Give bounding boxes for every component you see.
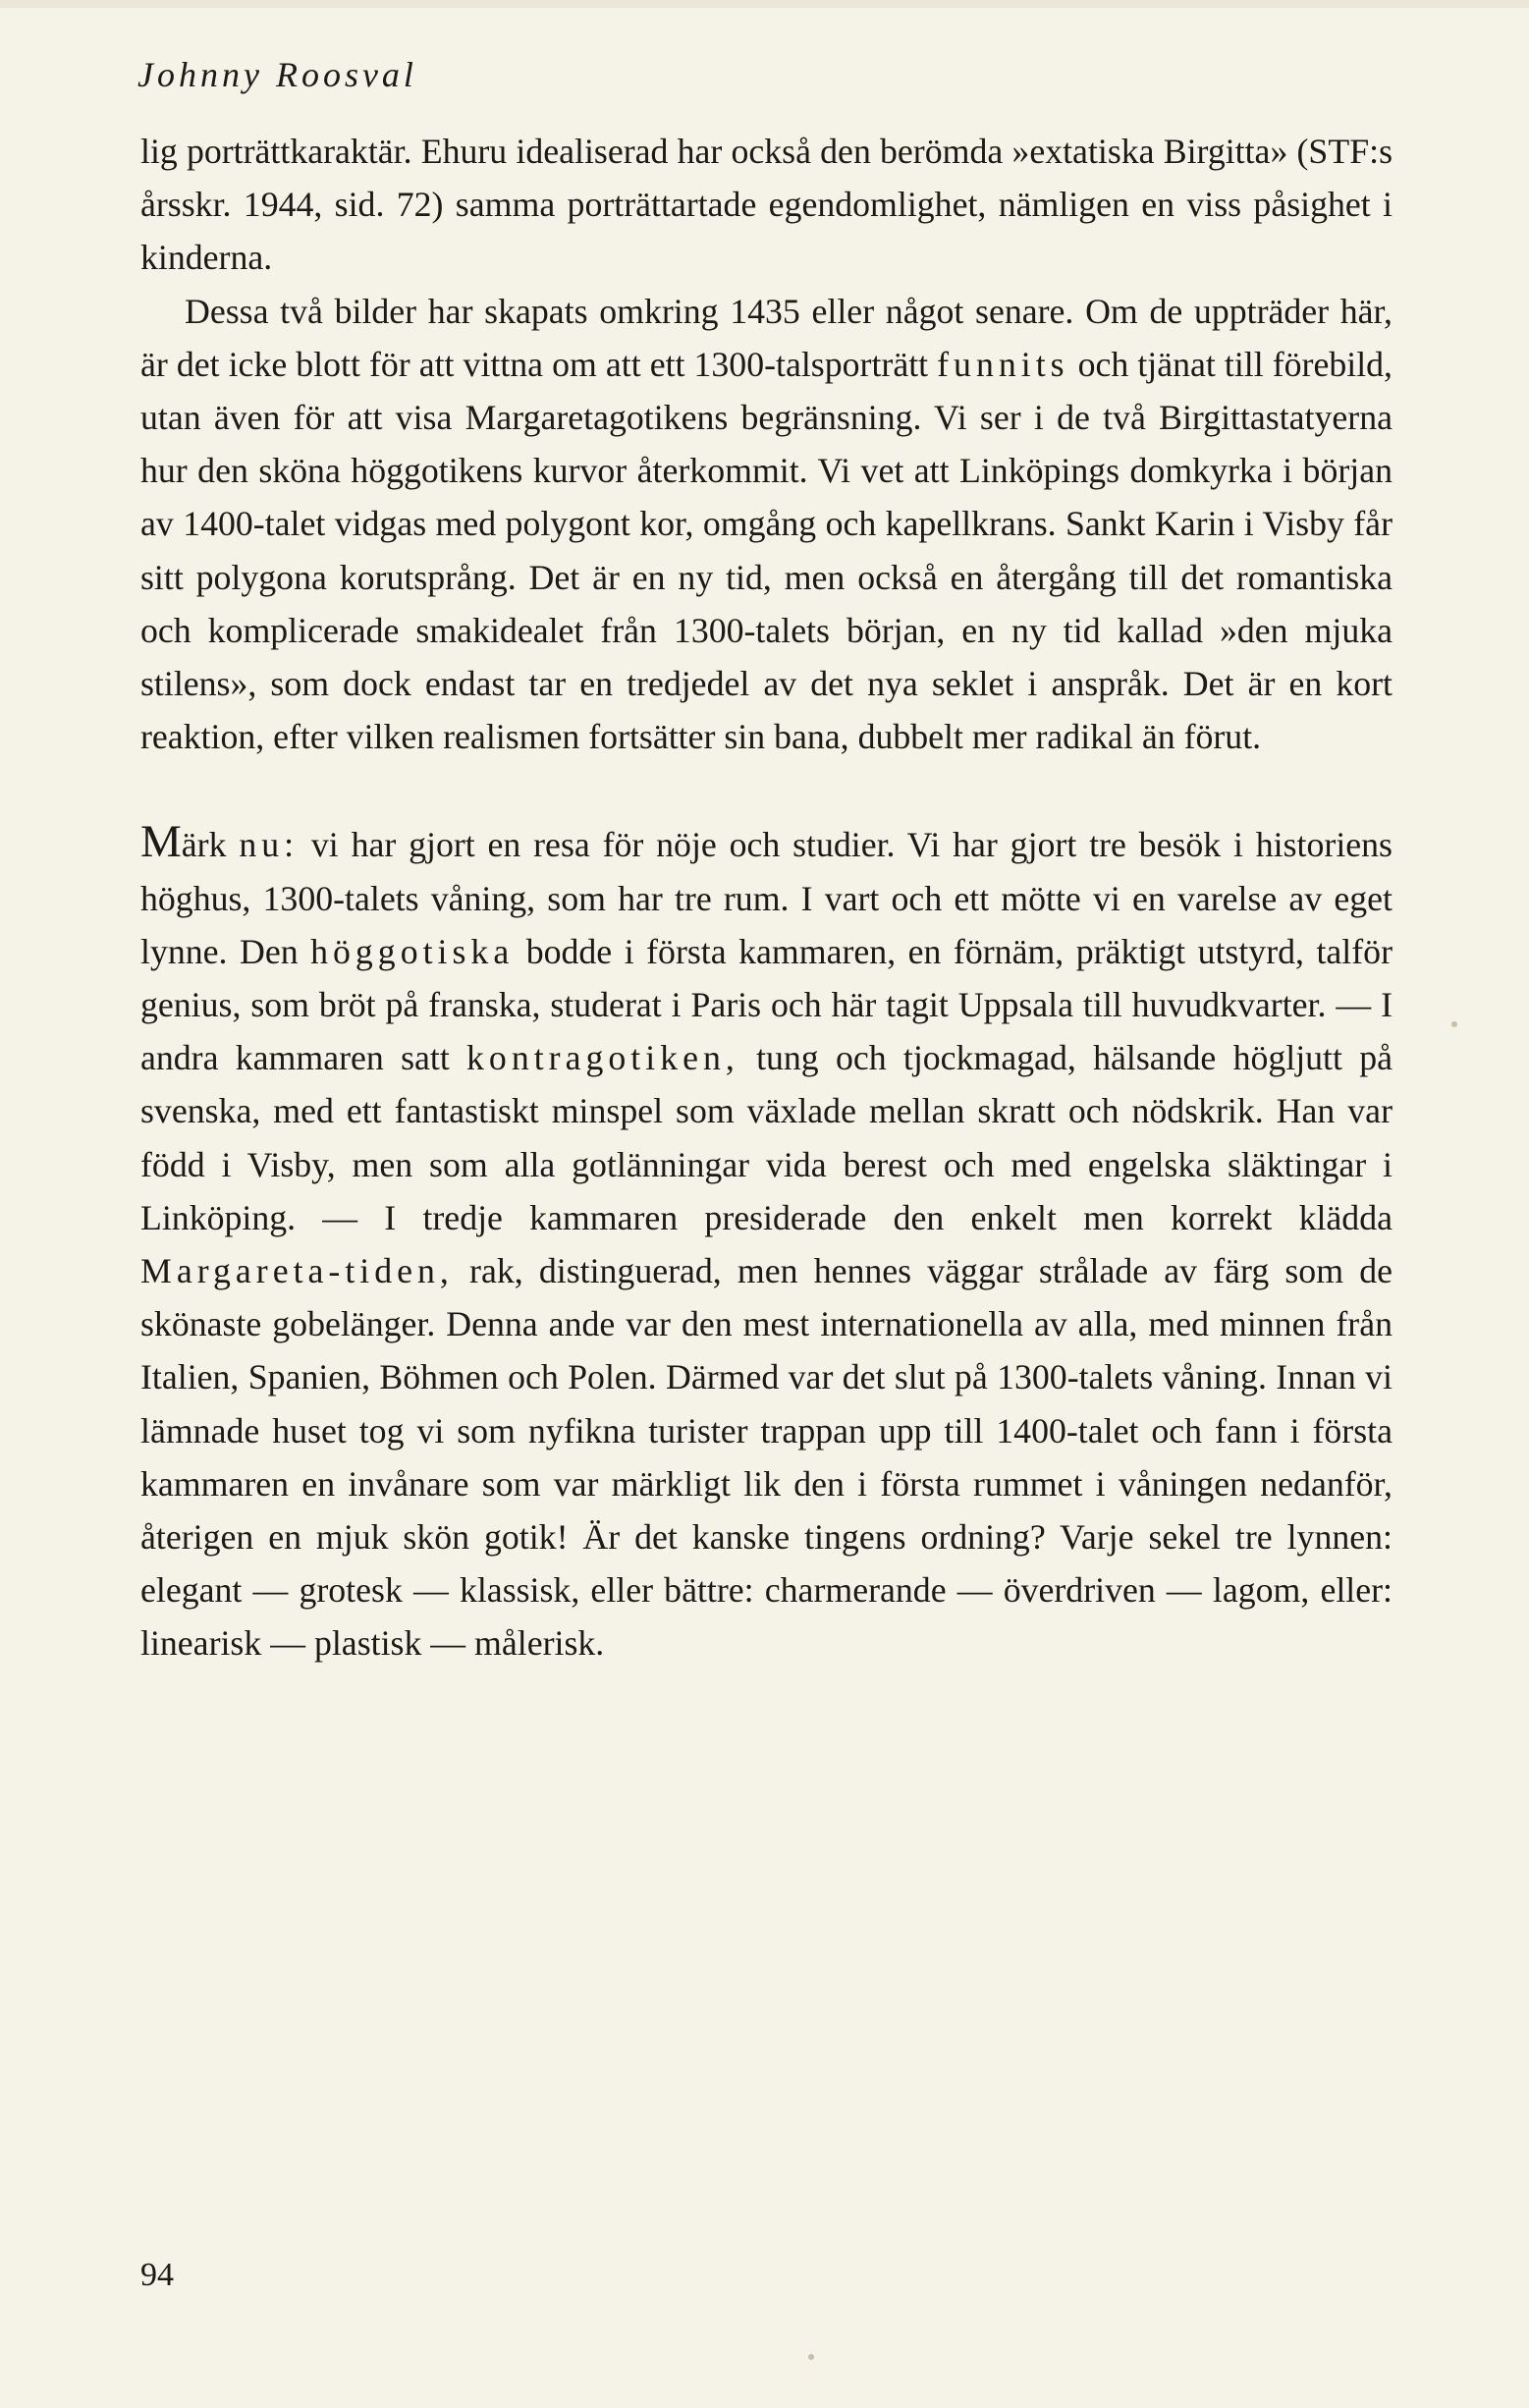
paragraph-continuation	[140, 125, 1392, 285]
page-number: 94	[140, 2257, 174, 2293]
text-segment: ärk	[181, 825, 240, 865]
initial-letter: M	[140, 816, 182, 868]
emphasized-word: höggotiska	[310, 931, 515, 971]
text-segment: lig porträttkaraktär. Ehuru idealiserad har också den berömda »extatiska Birgitta» (STF:s årsskr. 1944, sid. 72) samma porträttartade egendomlighet, nämligen en viss påsighet i kinderna.	[140, 132, 1392, 278]
text-segment: Dessa två bilder har skapats omkring 1435 eller något senare. Om de uppträder här, är det icke blott för att vittna om att ett 1300-talsporträtt	[140, 291, 1392, 384]
paragraph-summary	[140, 818, 1392, 1669]
text-segment: bodde i första kammaren, en förnäm, präktigt utstyrd, talför genius, som bröt på franska, studerat i Paris och här tagit Uppsala till huvudkvarter. — I andra kammaren satt	[140, 931, 1392, 1078]
body-text	[140, 125, 1392, 1670]
paper-speck	[1451, 1021, 1457, 1027]
emphasized-word: Margareta-tiden,	[140, 1251, 454, 1291]
paragraph-birgitta-statues	[140, 285, 1392, 764]
paper-speck	[808, 2354, 814, 2360]
text-segment: rak, distinguerad, men hennes väggar strålade av färg som de skönaste gobelänger. Denna ande var den mest internationella av alla, med minnen från Italien, Spanien, Böhmen och Polen. Därmed var det slut på 1300-talets våning. Innan vi lämnade huset tog vi som nyfikna turister trappan upp till 1400-talet och fann i första kammaren en invånare som var märkligt lik den i första rummet i våningen nedanför, återigen en mjuk skön gotik! Är det kanske tingens ordning? Varje sekel tre lynnen: elegant — grotesk — klassisk, eller bättre: charmerande — överdriven — lagom, eller: linearisk — plastisk — målerisk.	[140, 1251, 1392, 1664]
emphasized-word: nu:	[239, 825, 300, 865]
emphasized-word: kontragotiken,	[466, 1038, 739, 1078]
text-segment: vi har gjort en resa för nöje och studier. Vi har gjort tre besök i historiens höghus, 1300-talets våning, som har tre rum. I vart och ett mötte vi en varelse av eget lynne. Den	[140, 825, 1392, 971]
running-head: Johnny Roosval	[137, 55, 417, 94]
text-segment: tung och tjockmagad, hälsande högljutt på svenska, med ett fantastiskt minspel som växlade mellan skratt och nödskrik. Han var född i Visby, men som alla gotlänningar vida berest och med engelska släktingar i Linköping. — I tredje kammaren presiderade den enkelt men korrekt klädda	[140, 1038, 1392, 1237]
text-segment: och tjänat till förebild, utan även för att visa Margaretagotikens begränsning. Vi ser i de två Birgittastatyerna hur den sköna höggotikens kurvor återkommit. Vi vet att Linköpings domkyrka i början av 1400-talet vidgas med polygont kor, omgång och kapellkrans. Sankt Karin i Visby får sitt polygona korutsprång. Det är en ny tid, men också en återgång till det romantiska och komplicerade smakidealet från 1300-talets början, en ny tid kallad »den mjuka stilens», som dock endast tar en tredjedel av det nya seklet i anspråk. Det är en kort reaktion, efter vilken realismen fortsätter sin bana, dubbelt mer radikal än förut.	[140, 344, 1392, 757]
emphasized-word: funnits	[937, 344, 1069, 384]
